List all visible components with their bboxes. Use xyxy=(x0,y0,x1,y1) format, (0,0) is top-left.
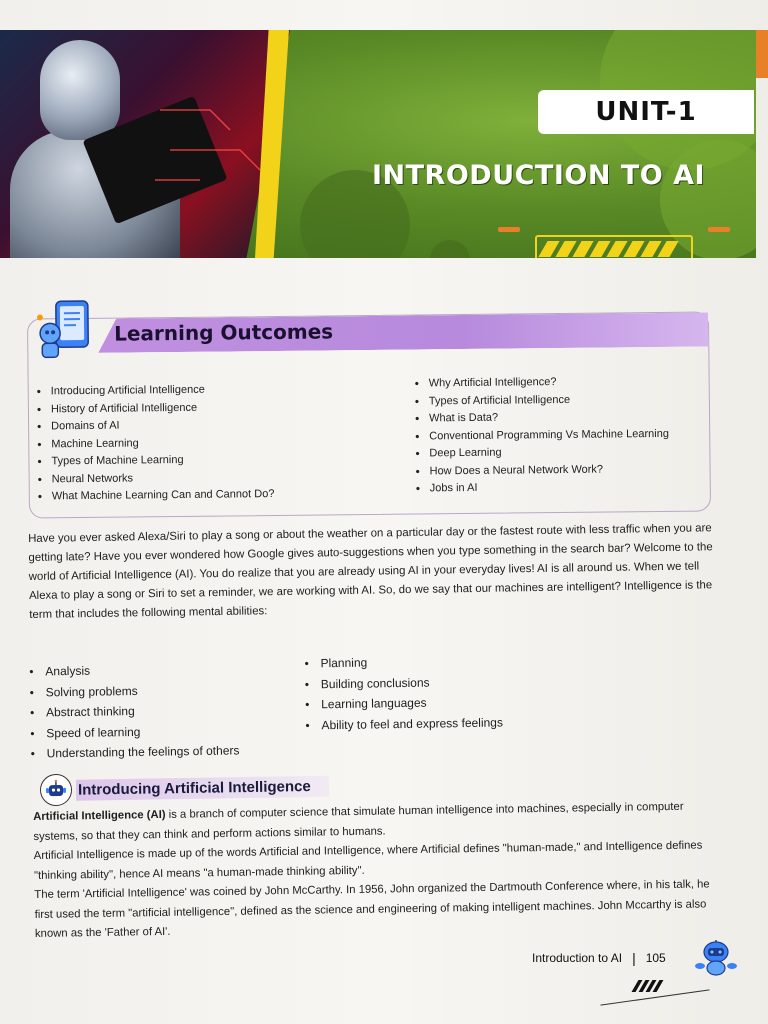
decor-circle xyxy=(430,240,470,258)
footer-book-title: Introduction to AI xyxy=(532,951,623,965)
mascot-robot-icon xyxy=(694,938,738,978)
list-item: • What Machine Learning Can and Cannot Do? xyxy=(38,486,275,506)
decor-dash xyxy=(708,227,730,232)
list-item: • Planning xyxy=(304,650,502,674)
footer-separator: | xyxy=(632,950,636,966)
list-item: • Analysis xyxy=(29,658,238,682)
list-item: • Abstract thinking xyxy=(30,699,239,723)
list-item: • Speed of learning xyxy=(30,720,239,744)
list-item: • Domains of AI xyxy=(37,416,274,436)
etymology-paragraph: Artificial Intelligence is made up of the words Artificial and Intelligence, where Artificial defines "human-made," and Intelligence defines "thinking ability", hence AI means "a human-made thinking ability". xyxy=(33,839,703,882)
tablet-robot-icon xyxy=(34,299,97,362)
list-item: • Ability to feel and express feelings xyxy=(305,712,503,736)
edge-tab xyxy=(756,30,768,78)
definition-text: is a branch of computer science that simulate human intelligence into machines, especially in computer systems, so that they can think and perform actions similar to humans. xyxy=(33,800,684,843)
unit-label-box xyxy=(538,90,754,134)
decor-dash xyxy=(498,227,520,232)
list-item: • Types of Artificial Intelligence xyxy=(415,390,669,410)
learning-outcomes-title: Learning Outcomes xyxy=(114,319,334,346)
stripes-decor xyxy=(535,235,693,258)
list-item: • Deep Learning xyxy=(415,443,669,463)
intro-paragraph: Have you ever asked Alexa/Siri to play a song or about the weather on a particular day or the fastest route with less traffic when you are getting late? Have you ever wondered how Google gives auto-suggestions when you type something in the search bar? Welcome to the world of Artificial Intelligence (AI). You do realize that you are already using AI in your everyday lives! AI is all around us. When we tell Alexa to play a song or Siri to set a reminder, we are working with AI. So, do we say that our machines are intelligent? Intelligence is the term that includes the following mental abilities: xyxy=(28,522,713,621)
section-heading xyxy=(40,770,329,807)
unit-label: UNIT-1 xyxy=(595,97,697,127)
list-item: • Neural Networks xyxy=(38,468,275,488)
intro-paragraph-block xyxy=(28,519,719,625)
abilities-list-right xyxy=(304,650,503,735)
robot-illustration xyxy=(0,30,290,258)
section-title: Introducing Artificial Intelligence xyxy=(76,775,329,800)
outcomes-list-right xyxy=(415,373,670,498)
list-item: • Introducing Artificial Intelligence xyxy=(37,381,274,401)
list-item: • Why Artificial Intelligence? xyxy=(415,373,669,393)
history-paragraph: The term 'Artificial Intelligence' was coined by John McCarthy. In 1956, John organized the Dartmouth Conference where, in his talk, he first used the term "artificial intelligence", defined as the science and engineering of making intelligent machines. John Mccarthy is also known as the 'Father of AI'. xyxy=(34,878,710,940)
chapter-banner xyxy=(0,30,756,258)
list-item: • Jobs in AI xyxy=(416,478,670,498)
abilities-list-left xyxy=(29,658,239,764)
definition-term: Artificial Intelligence (AI) xyxy=(33,808,166,823)
list-item: • How Does a Neural Network Work? xyxy=(416,460,670,480)
outcomes-list-left xyxy=(37,381,275,506)
circuit-lines-icon xyxy=(150,90,270,210)
robot-icon xyxy=(40,774,72,806)
list-item: • Understanding the feelings of others xyxy=(30,740,239,764)
page-footer xyxy=(532,950,666,966)
page-number: 105 xyxy=(645,951,666,965)
robot-head xyxy=(40,40,120,140)
list-item: • Learning languages xyxy=(305,691,503,715)
list-item: • What is Data? xyxy=(415,408,669,428)
ai-definition-block xyxy=(33,797,725,944)
learning-outcomes-box xyxy=(27,311,711,518)
list-item: • Machine Learning xyxy=(37,433,274,453)
list-item: • History of Artificial Intelligence xyxy=(37,399,274,419)
list-item: • Types of Machine Learning xyxy=(37,451,274,471)
list-item: • Solving problems xyxy=(30,679,239,703)
chapter-title: INTRODUCTION TO AI xyxy=(372,160,706,191)
list-item: • Conventional Programming Vs Machine Learning xyxy=(415,425,669,445)
list-item: • Building conclusions xyxy=(305,671,503,695)
